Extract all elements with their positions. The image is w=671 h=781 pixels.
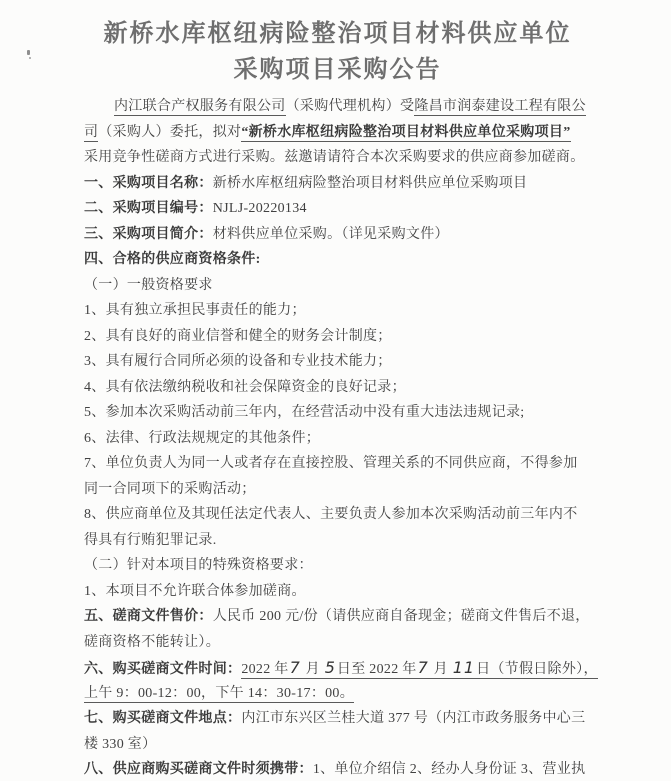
scan-artifact	[29, 57, 31, 59]
intro-line-2	[84, 120, 611, 146]
section-label: 二、采购项目编号：	[84, 201, 213, 216]
agency-name: 内江联合产权服务有限公司	[114, 99, 286, 114]
purchase-location-value: 内江市东兴区兰桂大道 377 号（内江市政务服务中心三	[241, 711, 586, 726]
intro-text: （采购代理机构）受	[285, 99, 415, 114]
section-document-price-line-2: 磋商资格不能转让）。	[84, 634, 220, 650]
purchaser-name-continued: 司	[84, 124, 99, 140]
qualification-item-7-line-1: 7、单位负责人为同一人或者存在直接控股、管理关系的不同供应商，不得参加	[84, 456, 578, 471]
project-summary-value: 材料供应单位采购。（详见采购文件）	[212, 226, 449, 242]
section-label: 五、磋商文件售价：	[84, 609, 213, 624]
scan-artifact	[27, 50, 30, 55]
qualification-item: 5、参加本次采购活动前三年内，在经营活动中没有重大违法违规记录;	[84, 405, 525, 420]
special-qualification-header: （二）针对本项目的特殊资格要求：	[84, 558, 313, 573]
purchaser-name: 隆昌市润泰建设工程有限公	[414, 99, 586, 114]
purchase-time-filled	[241, 658, 598, 679]
document-title-line-1: 新桥水库枢纽病险整治项目材料供应单位	[103, 21, 572, 47]
purchase-hours: 上午 9：00-12：00，下午 14：30-17：00。	[84, 685, 355, 701]
section-label: 四、合格的供应商资格条件:	[84, 252, 261, 267]
handwritten-month: 7	[289, 658, 301, 677]
qualification-item-8-line-1: 8、供应商单位及其现任法定代表人、主要负责人参加本次采购活动前三年内不	[84, 507, 578, 522]
handwritten-day: 5	[324, 658, 336, 677]
section-purchase-time-line-2	[84, 681, 611, 707]
document-title-line-2: 采购项目采购公告	[233, 57, 442, 83]
section-label: 八、供应商购买磋商文件时须携带：	[84, 762, 313, 777]
qualification-item: 4、具有依法缴纳税收和社会保障资金的良好记录；	[84, 379, 406, 395]
project-number-value: NJLJ-20220134	[212, 201, 307, 216]
document-body	[84, 94, 611, 781]
date-printed: 日（节假日除外），	[476, 662, 598, 677]
section-purchase-location-line-2: 楼 330 室）	[84, 736, 157, 752]
qualification-item: 3、具有履行合同所必须的设备和专业技术能力；	[84, 354, 392, 369]
document-price-value: 人民币 200 元/份（请供应商自备现金；磋商文件售后不退，	[212, 609, 590, 624]
handwritten-month: 7	[417, 658, 429, 677]
section-project-number	[84, 196, 611, 222]
special-qualification-item: 1、本项目不允许联合体参加磋商。	[84, 583, 306, 599]
section-project-summary	[84, 222, 611, 248]
date-printed: 月	[301, 662, 324, 677]
date-printed: 2022 年	[241, 662, 289, 677]
general-qualification-header: （一）一般资格要求	[84, 277, 213, 293]
section-label: 一、采购项目名称：	[84, 175, 213, 191]
qualification-item: 2、具有良好的商业信誉和健全的财务会计制度；	[84, 328, 392, 344]
section-qualification-header	[84, 247, 611, 273]
section-purchase-location-line-1	[84, 706, 611, 732]
project-name-value: 新桥水库枢纽病险整治项目材料供应单位采购项目	[212, 175, 528, 191]
intro-line-1	[84, 94, 611, 120]
required-documents-value: 1、单位介绍信 2、经办人身份证 3、营业执	[312, 762, 586, 777]
qualification-item: 6、法律、行政法规规定的其他条件；	[84, 430, 321, 446]
intro-text: （采购人）委托，拟对	[98, 124, 242, 140]
intro-line-3: 采用竞争性磋商方式进行采购。兹邀请请符合本次采购要求的供应商参加磋商。	[84, 150, 585, 165]
section-project-name	[84, 171, 611, 197]
section-label: 七、购买磋商文件地点：	[84, 711, 242, 726]
section-document-price-line-1	[84, 604, 611, 630]
qualification-item-7-line-2: 同一合同项下的采购活动；	[84, 481, 256, 497]
handwritten-day: 11	[452, 658, 476, 677]
section-label: 三、采购项目简介：	[84, 226, 213, 242]
date-printed: 月	[429, 662, 452, 677]
project-name-quoted: “新桥水库枢纽病险整治项目材料供应单位采购项目”	[241, 124, 571, 140]
section-label: 六、购买磋商文件时间：	[84, 662, 242, 677]
qualification-item: 1、具有独立承担民事责任的能力；	[84, 303, 306, 318]
section-purchase-time-line-1	[84, 655, 611, 681]
section-required-documents	[84, 757, 611, 781]
qualification-item-8-line-2: 得具有行贿犯罪记录.	[84, 532, 217, 548]
date-printed: 日至 2022 年	[336, 662, 417, 677]
